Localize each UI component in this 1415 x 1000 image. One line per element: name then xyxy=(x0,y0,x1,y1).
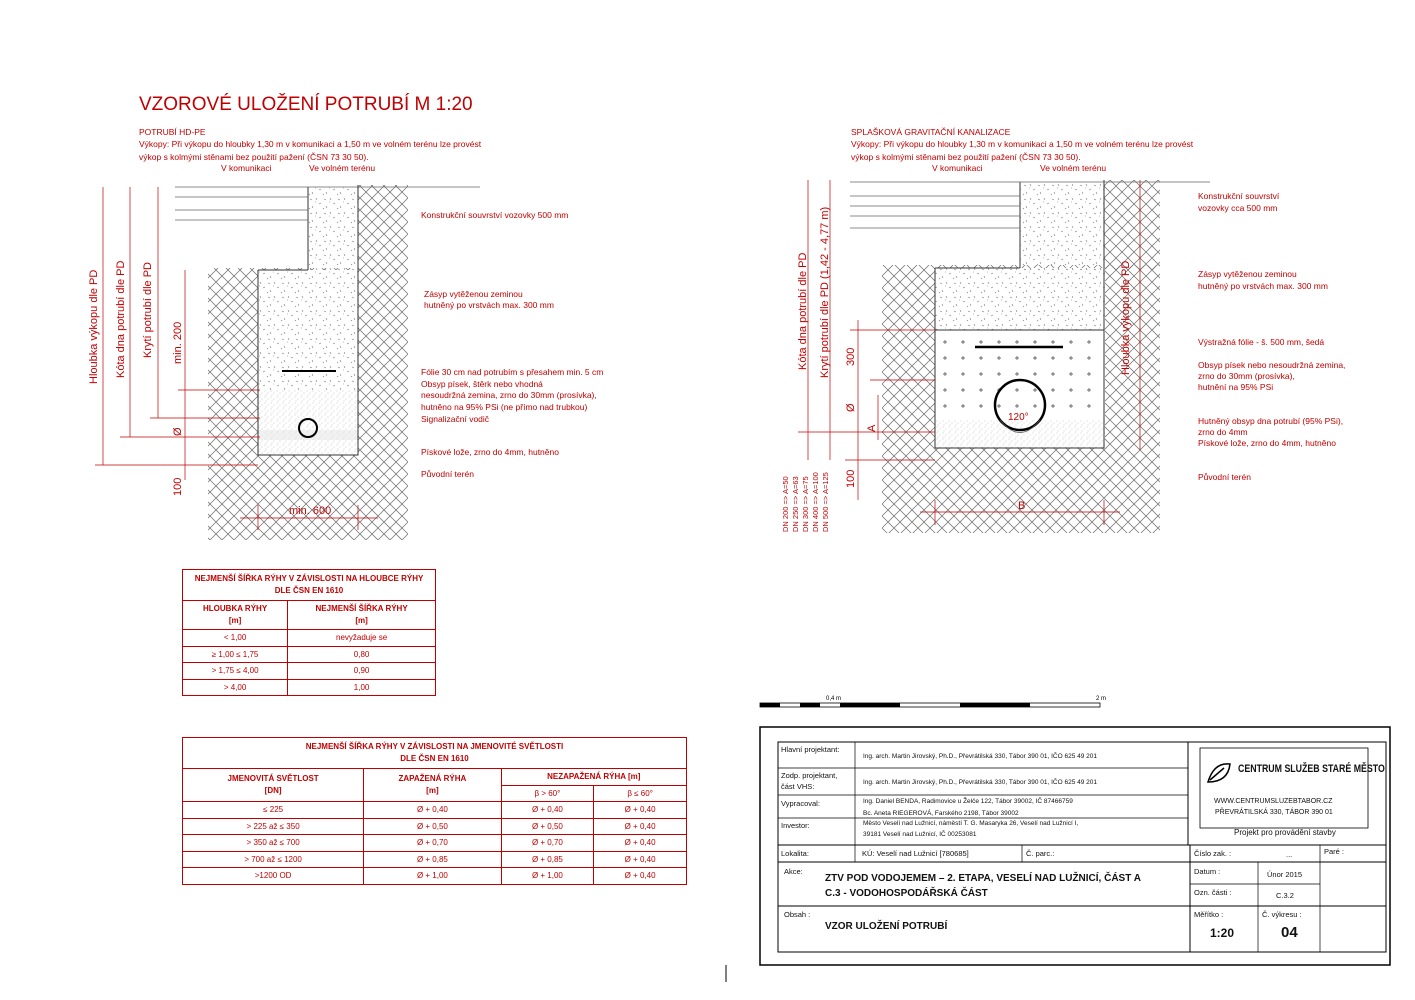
bedding-angle: 120° xyxy=(1008,412,1029,423)
tb-label: Zodp. projektant, xyxy=(781,771,838,780)
tb-value: KÚ: Veselí nad Lužnicí [780685] xyxy=(862,849,969,858)
table-cell: Ø + 0,40 xyxy=(594,851,687,868)
right-label: Výstražná fólie - š. 500 mm, šedá xyxy=(1198,337,1325,347)
left-dim-vertical: Hloubka výkopu dle PD xyxy=(88,269,100,384)
tb-drawing-number: 04 xyxy=(1281,924,1298,941)
tb-value: ... xyxy=(1286,850,1293,859)
scale-label-long: 2 m xyxy=(1096,696,1107,702)
table-cell: Ø + 0,40 xyxy=(594,868,687,885)
table2-title: NEJMENŠÍ ŠÍŘKA RÝHY V ZÁVISLOSTI NA JMENOVITÉ SVĚTLOSTI xyxy=(305,742,564,751)
table-cell: Ø + 0,50 xyxy=(501,818,594,835)
right-label: Pískové lože, zrno do 4mm, hutněno xyxy=(1198,438,1336,448)
left-dim-vertical: 100 xyxy=(172,477,184,496)
table2-header: NEZAPAŽENÁ RÝHA [m] xyxy=(501,769,686,786)
tb-scale: 1:20 xyxy=(1210,926,1235,940)
right-label: Původní terén xyxy=(1198,472,1251,482)
tb-label: Vypracoval: xyxy=(781,799,820,808)
company-logo-text: CENTRUM SLUŽEB STARÉ MĚSTO xyxy=(1238,763,1385,775)
table-cell: Ø + 0,70 xyxy=(364,835,501,852)
tb-label: Obsah : xyxy=(784,910,811,919)
left-heading: POTRUBÍ HD-PE xyxy=(139,127,206,137)
tb-value: 39181 Veselí nad Lužnicí, IČ 00253081 xyxy=(863,831,977,838)
right-label: zrno do 4mm xyxy=(1198,427,1248,437)
table-cell: Ø + 0,40 xyxy=(501,802,594,819)
table-cell: 0,90 xyxy=(288,663,436,680)
tb-value: Ing. Daniel BENDA, Radimovice u Želče 122, Tábor 39002, IČ 87466759 xyxy=(863,798,1073,805)
dn-value: DN 200 => A=50 xyxy=(781,476,790,532)
left-dim-vertical: Kóta dna potrubí dle PD xyxy=(115,260,127,378)
tb-value: Město Veselí nad Lužnicí, náměstí T. G. Masaryka 26, Veselí nad Lužnicí I, xyxy=(863,820,1079,827)
table-cell: Ø + 0,85 xyxy=(364,851,501,868)
left-dim-vertical: Krytí potrubí dle PD xyxy=(142,262,154,358)
table-cell: > 1,75 ≤ 4,00 xyxy=(183,663,288,680)
tb-value: Ing. arch. Martin Jirovský, Ph.D., Převrátilská 330, Tábor 390 01, IČO 625 49 201 xyxy=(863,753,1097,760)
table-cell: < 1,00 xyxy=(183,630,288,647)
tb-drawing-content: VZOR ULOŽENÍ POTRUBÍ xyxy=(825,921,948,932)
left-label: Obsyp písek, štěrk nebo vhodná xyxy=(421,379,543,389)
table-cell: Ø + 0,40 xyxy=(594,802,687,819)
tb-project-name: ZTV POD VODOJEMEM – 2. ETAPA, VESELÍ NAD LUŽNICÍ, ČÁST A xyxy=(825,873,1141,884)
right-note-2: výkop s kolmými stěnami bez použití pažení (ČSN 73 30 50). xyxy=(851,152,1081,162)
table2-subheader: β > 60° xyxy=(501,785,594,802)
table2-header-unit: [m] xyxy=(426,786,439,795)
right-dim-vertical: A xyxy=(866,424,878,432)
tb-label: Paré : xyxy=(1324,847,1345,856)
left-note-1: Výkopy: Při výkopu do hloubky 1,30 m v komunikaci a 1,50 m ve volném terénu lze provést xyxy=(139,139,482,149)
left-label: Signalizační vodič xyxy=(421,414,490,424)
table1-header-unit: [m] xyxy=(355,616,368,625)
table-cell: ≥ 1,00 ≤ 1,75 xyxy=(183,646,288,663)
table-cell: ≤ 225 xyxy=(183,802,364,819)
table-cell: Ø + 0,40 xyxy=(594,835,687,852)
tb-label: Datum : xyxy=(1194,867,1221,876)
tb-label: Akce: xyxy=(784,867,803,876)
right-label: vozovky cca 500 mm xyxy=(1198,203,1278,213)
right-label: hutnění na 95% PSi xyxy=(1198,382,1274,392)
tb-value: C.3.2 xyxy=(1276,891,1294,900)
table1-title: NEJMENŠÍ ŠÍŘKA RÝHY V ZÁVISLOSTI NA HLOUBCE RÝHY xyxy=(194,574,424,583)
table-cell: Ø + 0,40 xyxy=(364,802,501,819)
left-label: hutněno na 95% PSi (ne přímo nad trubkou) xyxy=(421,402,588,412)
table2-header-unit: [DN] xyxy=(264,786,282,795)
table-cell: 0,80 xyxy=(288,646,436,663)
table-cell: Ø + 0,50 xyxy=(364,818,501,835)
tb-label: část VHS: xyxy=(781,782,815,791)
right-col-road: V komunikaci xyxy=(932,163,983,173)
table-cell: nevyžaduje se xyxy=(288,630,436,647)
tb-label: Lokalita: xyxy=(781,849,809,858)
dn-value: DN 500 => A=125 xyxy=(821,472,830,532)
right-dim-vertical: Kóta dna potrubí dle PD xyxy=(797,252,809,370)
left-label: Zásyp vytěženou zeminou xyxy=(424,289,523,299)
table2-header: JMENOVITÁ SVĚTLOST xyxy=(227,774,319,783)
table1-header: HLOUBKA RÝHY xyxy=(203,604,268,613)
right-width-dim: B xyxy=(1018,500,1026,512)
tb-value: Únor 2015 xyxy=(1267,870,1303,879)
right-label: Obsyp písek nebo nesoudržná zemina, xyxy=(1198,360,1346,370)
table-cell: > 700 až ≤ 1200 xyxy=(183,851,364,868)
left-col-road: V komunikaci xyxy=(221,163,272,173)
table-cell: > 225 až ≤ 350 xyxy=(183,818,364,835)
table-cell: Ø + 0,85 xyxy=(501,851,594,868)
right-heading: SPLAŠKOVÁ GRAVITAČNÍ KANALIZACE xyxy=(851,127,1011,137)
left-dim-vertical: Ø xyxy=(172,427,184,436)
table2-subtitle: DLE ČSN EN 1610 xyxy=(400,754,469,763)
page-title: VZOROVÉ ULOŽENÍ POTRUBÍ M 1:20 xyxy=(139,94,473,115)
right-label: hutněný po vrstvách max. 300 mm xyxy=(1198,281,1328,291)
table1-subtitle: DLE ČSN EN 1610 xyxy=(274,586,344,595)
right-dim-vertical: Ø xyxy=(845,403,857,412)
left-label: Původní terén xyxy=(421,469,474,479)
tb-label: Hlavní projektant: xyxy=(781,745,840,754)
table-cell: 1,00 xyxy=(288,679,436,696)
tb-label: Ozn. části : xyxy=(1194,888,1232,897)
left-label: Konstrukční souvrství vozovky 500 mm xyxy=(421,210,569,220)
tb-value: Ing. arch. Martin Jirovský, Ph.D., Převrátilská 330, Tábor 390 01, IČO 625 49 201 xyxy=(863,779,1097,786)
tb-project-part: C.3 - VODOHOSPODÁŘSKÁ ČÁST xyxy=(825,888,988,899)
table-cell: > 4,00 xyxy=(183,679,288,696)
left-label: Pískové lože, zrno do 4mm, hutněno xyxy=(421,447,559,457)
left-label: nesoudržná zemina, zrno do 30mm (prosívka), xyxy=(421,390,597,400)
table-cell: Ø + 1,00 xyxy=(364,868,501,885)
tb-label: Investor: xyxy=(781,821,810,830)
left-note-2: výkop s kolmými stěnami bez použití pažení (ČSN 73 30 50). xyxy=(139,152,369,162)
company-address: PŘEVRÁTILSKÁ 330, TÁBOR 390 01 xyxy=(1215,809,1333,816)
right-dim-vertical: 300 xyxy=(845,347,857,366)
left-col-terrain: Ve volném terénu xyxy=(309,163,376,173)
table2-header: ZAPAŽENÁ RÝHA xyxy=(398,774,467,783)
tb-label: Měřítko : xyxy=(1194,910,1224,919)
right-dim-vertical: Hloubka výkopu dle PD xyxy=(1120,260,1132,375)
dn-value: DN 300 => A=75 xyxy=(801,476,810,532)
table2-subheader: β ≤ 60° xyxy=(594,785,687,802)
right-label: Konstrukční souvrství xyxy=(1198,191,1280,201)
right-dim-vertical: Krytí potrubí dle PD (1,42 - 4,77 m) xyxy=(819,206,831,378)
table-cell: Ø + 0,40 xyxy=(594,818,687,835)
table1-header-unit: [m] xyxy=(228,616,242,625)
tb-label: Č. výkresu : xyxy=(1262,910,1302,919)
table-cell: Ø + 1,00 xyxy=(501,868,594,885)
table-cell: > 350 až ≤ 700 xyxy=(183,835,364,852)
right-note-1: Výkopy: Při výkopu do hloubky 1,30 m v komunikaci a 1,50 m ve volném terénu lze provést xyxy=(851,139,1194,149)
tb-value: Bc. Aneta RIEGEROVÁ, Farského 2198, Tábor 39002 xyxy=(863,810,1019,817)
right-label: zrno do 30mm (prosívka), xyxy=(1198,371,1295,381)
right-dim-vertical: 100 xyxy=(845,469,857,488)
project-stage: Projekt pro provádění stavby xyxy=(1234,828,1336,837)
table-cell: Ø + 0,70 xyxy=(501,835,594,852)
left-width-dim: min. 600 xyxy=(289,505,332,517)
company-web: WWW.CENTRUMSLUZEBTABOR.CZ xyxy=(1214,798,1333,805)
tb-label: Číslo zak. : xyxy=(1194,849,1232,858)
dn-value: DN 400 => A=100 xyxy=(811,472,820,532)
left-label: Fólie 30 cm nad potrubím s přesahem min. 5 cm xyxy=(421,367,604,377)
right-label: Hutněný obsyp dna potrubí (95% PSi), xyxy=(1198,416,1344,426)
right-col-terrain: Ve volném terénu xyxy=(1040,163,1107,173)
table-cell: >1200 OD xyxy=(183,868,364,885)
left-label: hutněný po vrstvách max. 300 mm xyxy=(424,300,554,310)
tb-label: Č. parc.: xyxy=(1026,849,1055,858)
scale-label-short: 0,4 m xyxy=(826,696,842,702)
table1-header: NEJMENŠÍ ŠÍŘKA RÝHY xyxy=(315,604,408,613)
right-label: Zásyp vytěženou zeminou xyxy=(1198,269,1297,279)
left-dim-vertical: min. 200 xyxy=(172,321,184,364)
dn-value: DN 250 => A=63 xyxy=(791,476,800,532)
